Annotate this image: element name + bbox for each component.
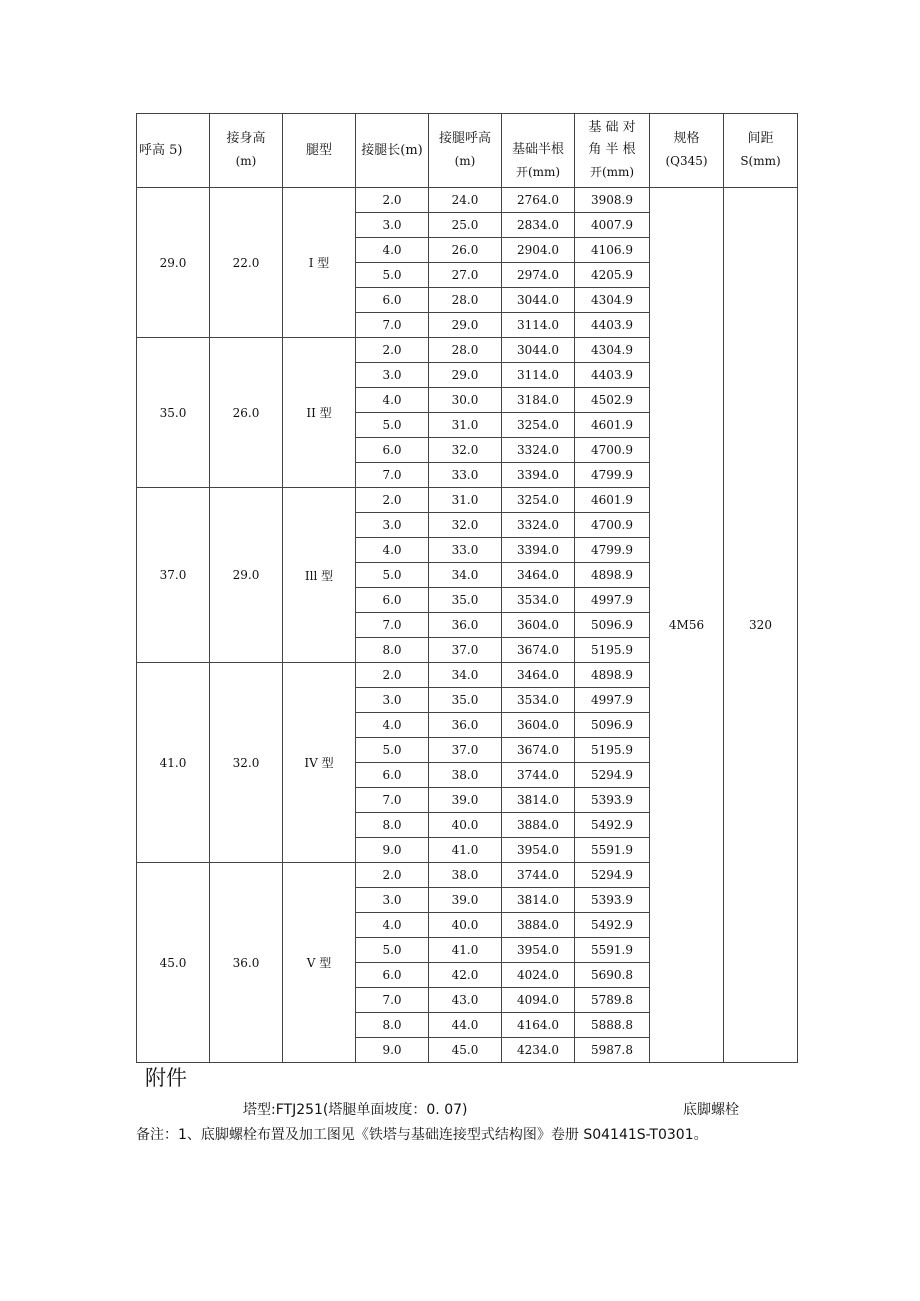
leg-height-cell: 39.0 [429, 888, 502, 913]
leg-height-cell: 28.0 [429, 338, 502, 363]
tuixing-cell: IV 型 [283, 663, 356, 863]
leg-height-cell: 33.0 [429, 463, 502, 488]
bolt-label: 底脚螺栓 [683, 1102, 739, 1118]
half-root-cell: 3464.0 [502, 563, 575, 588]
leg-length-cell: 4.0 [356, 713, 429, 738]
half-root-cell: 4094.0 [502, 988, 575, 1013]
leg-height-cell: 41.0 [429, 938, 502, 963]
half-root-cell: 3044.0 [502, 288, 575, 313]
leg-height-cell: 35.0 [429, 688, 502, 713]
table-row [137, 188, 798, 213]
header-jietuihugao: 接腿呼高 (m) [429, 114, 502, 188]
header-banshugen: 基础半根 开(mm) [502, 114, 575, 188]
diag-half-root-cell: 4304.9 [575, 288, 650, 313]
half-root-cell: 3814.0 [502, 788, 575, 813]
leg-height-cell: 41.0 [429, 838, 502, 863]
half-root-cell: 2834.0 [502, 213, 575, 238]
half-root-cell: 3954.0 [502, 938, 575, 963]
diag-half-root-cell: 5987.8 [575, 1038, 650, 1063]
diag-half-root-cell: 5492.9 [575, 913, 650, 938]
diag-half-root-cell: 3908.9 [575, 188, 650, 213]
leg-length-cell: 3.0 [356, 888, 429, 913]
half-root-cell: 2764.0 [502, 188, 575, 213]
leg-height-cell: 31.0 [429, 413, 502, 438]
diag-half-root-cell: 5195.9 [575, 738, 650, 763]
header-row [137, 114, 798, 188]
half-root-cell: 3674.0 [502, 638, 575, 663]
half-root-cell: 4024.0 [502, 963, 575, 988]
leg-height-cell: 37.0 [429, 638, 502, 663]
spec-cell: 4M56 [650, 188, 724, 1063]
leg-height-cell: 39.0 [429, 788, 502, 813]
half-root-cell: 3114.0 [502, 363, 575, 388]
leg-length-cell: 7.0 [356, 313, 429, 338]
leg-length-cell: 7.0 [356, 463, 429, 488]
diag-half-root-cell: 4898.9 [575, 663, 650, 688]
leg-height-cell: 25.0 [429, 213, 502, 238]
half-root-cell: 3114.0 [502, 313, 575, 338]
leg-length-cell: 3.0 [356, 213, 429, 238]
header-hugao: 呼高 5) [137, 114, 210, 188]
diag-half-root-cell: 5096.9 [575, 613, 650, 638]
leg-length-cell: 2.0 [356, 488, 429, 513]
leg-length-cell: 2.0 [356, 863, 429, 888]
diag-half-root-cell: 5888.8 [575, 1013, 650, 1038]
leg-length-cell: 8.0 [356, 638, 429, 663]
leg-length-cell: 8.0 [356, 813, 429, 838]
leg-height-cell: 34.0 [429, 563, 502, 588]
half-root-cell: 3184.0 [502, 388, 575, 413]
tuixing-cell: I 型 [283, 188, 356, 338]
tower-type-label: 塔型:FTJ251(塔腿单面坡度：0. 07) [243, 1102, 468, 1118]
diag-half-root-cell: 4601.9 [575, 488, 650, 513]
jieshen-cell: 26.0 [210, 338, 283, 488]
half-root-cell: 3884.0 [502, 813, 575, 838]
hugao-cell: 41.0 [137, 663, 210, 863]
leg-length-cell: 9.0 [356, 838, 429, 863]
leg-height-cell: 44.0 [429, 1013, 502, 1038]
leg-length-cell: 2.0 [356, 338, 429, 363]
diag-half-root-cell: 5789.8 [575, 988, 650, 1013]
leg-length-cell: 5.0 [356, 738, 429, 763]
diag-half-root-cell: 5591.9 [575, 938, 650, 963]
leg-length-cell: 2.0 [356, 188, 429, 213]
leg-height-cell: 29.0 [429, 313, 502, 338]
leg-length-cell: 6.0 [356, 588, 429, 613]
hugao-cell: 45.0 [137, 863, 210, 1063]
leg-height-cell: 32.0 [429, 513, 502, 538]
leg-height-cell: 37.0 [429, 738, 502, 763]
attachment-label: 附件 [145, 1066, 187, 1090]
diag-half-root-cell: 4700.9 [575, 513, 650, 538]
diag-half-root-cell: 5294.9 [575, 863, 650, 888]
header-spec: 规格 (Q345) [650, 114, 724, 188]
half-root-cell: 3534.0 [502, 588, 575, 613]
leg-length-cell: 3.0 [356, 513, 429, 538]
diag-half-root-cell: 4799.9 [575, 538, 650, 563]
header-duijiao: 基 础 对 角 半 根 开(mm) [575, 114, 650, 188]
leg-length-cell: 5.0 [356, 563, 429, 588]
leg-height-cell: 45.0 [429, 1038, 502, 1063]
leg-height-cell: 34.0 [429, 663, 502, 688]
leg-length-cell: 4.0 [356, 538, 429, 563]
diag-half-root-cell: 4601.9 [575, 413, 650, 438]
diag-half-root-cell: 4007.9 [575, 213, 650, 238]
leg-length-cell: 5.0 [356, 938, 429, 963]
note-text: 备注：1、底脚螺栓布置及加工图见《铁塔与基础连接型式结构图》卷册 S04141S-T0301。 [136, 1127, 708, 1143]
leg-height-cell: 40.0 [429, 813, 502, 838]
leg-length-cell: 6.0 [356, 438, 429, 463]
half-root-cell: 3884.0 [502, 913, 575, 938]
tuixing-cell: II 型 [283, 338, 356, 488]
half-root-cell: 3814.0 [502, 888, 575, 913]
jieshen-cell: 29.0 [210, 488, 283, 663]
diag-half-root-cell: 4304.9 [575, 338, 650, 363]
header-tuixing: 腿型 [283, 114, 356, 188]
half-root-cell: 3044.0 [502, 338, 575, 363]
half-root-cell: 3604.0 [502, 713, 575, 738]
leg-height-cell: 38.0 [429, 763, 502, 788]
header-jietuichang: 接腿长(m) [356, 114, 429, 188]
leg-height-cell: 32.0 [429, 438, 502, 463]
leg-height-cell: 28.0 [429, 288, 502, 313]
jieshen-cell: 22.0 [210, 188, 283, 338]
diag-half-root-cell: 4997.9 [575, 688, 650, 713]
hugao-cell: 29.0 [137, 188, 210, 338]
half-root-cell: 3394.0 [502, 463, 575, 488]
leg-length-cell: 5.0 [356, 413, 429, 438]
diag-half-root-cell: 4700.9 [575, 438, 650, 463]
leg-length-cell: 5.0 [356, 263, 429, 288]
half-root-cell: 4164.0 [502, 1013, 575, 1038]
diag-half-root-cell: 4502.9 [575, 388, 650, 413]
leg-length-cell: 2.0 [356, 663, 429, 688]
diag-half-root-cell: 5096.9 [575, 713, 650, 738]
leg-height-cell: 42.0 [429, 963, 502, 988]
diag-half-root-cell: 4403.9 [575, 313, 650, 338]
leg-height-cell: 24.0 [429, 188, 502, 213]
half-root-cell: 2904.0 [502, 238, 575, 263]
half-root-cell: 4234.0 [502, 1038, 575, 1063]
diag-half-root-cell: 5591.9 [575, 838, 650, 863]
leg-height-cell: 26.0 [429, 238, 502, 263]
foundation-bolt-table [136, 113, 798, 1063]
diag-half-root-cell: 4403.9 [575, 363, 650, 388]
leg-length-cell: 4.0 [356, 388, 429, 413]
leg-height-cell: 27.0 [429, 263, 502, 288]
diag-half-root-cell: 4997.9 [575, 588, 650, 613]
diag-half-root-cell: 4799.9 [575, 463, 650, 488]
diag-half-root-cell: 5492.9 [575, 813, 650, 838]
hugao-cell: 35.0 [137, 338, 210, 488]
leg-length-cell: 6.0 [356, 288, 429, 313]
leg-length-cell: 6.0 [356, 763, 429, 788]
half-root-cell: 3604.0 [502, 613, 575, 638]
header-spacing: 间距 S(mm) [724, 114, 798, 188]
diag-half-root-cell: 4106.9 [575, 238, 650, 263]
tuixing-cell: V 型 [283, 863, 356, 1063]
header-jieshen: 接身高 (m) [210, 114, 283, 188]
leg-length-cell: 7.0 [356, 788, 429, 813]
leg-length-cell: 6.0 [356, 963, 429, 988]
half-root-cell: 3534.0 [502, 688, 575, 713]
half-root-cell: 3324.0 [502, 513, 575, 538]
jieshen-cell: 32.0 [210, 663, 283, 863]
half-root-cell: 3744.0 [502, 763, 575, 788]
half-root-cell: 3674.0 [502, 738, 575, 763]
leg-height-cell: 31.0 [429, 488, 502, 513]
leg-length-cell: 7.0 [356, 613, 429, 638]
jieshen-cell: 36.0 [210, 863, 283, 1063]
half-root-cell: 2974.0 [502, 263, 575, 288]
leg-length-cell: 8.0 [356, 1013, 429, 1038]
half-root-cell: 3954.0 [502, 838, 575, 863]
leg-height-cell: 38.0 [429, 863, 502, 888]
diag-half-root-cell: 5393.9 [575, 788, 650, 813]
half-root-cell: 3254.0 [502, 413, 575, 438]
leg-length-cell: 4.0 [356, 913, 429, 938]
leg-height-cell: 36.0 [429, 613, 502, 638]
leg-height-cell: 36.0 [429, 713, 502, 738]
leg-length-cell: 4.0 [356, 238, 429, 263]
tuixing-cell: Ill 型 [283, 488, 356, 663]
half-root-cell: 3744.0 [502, 863, 575, 888]
leg-height-cell: 30.0 [429, 388, 502, 413]
diag-half-root-cell: 5393.9 [575, 888, 650, 913]
leg-height-cell: 40.0 [429, 913, 502, 938]
diag-half-root-cell: 5690.8 [575, 963, 650, 988]
half-root-cell: 3394.0 [502, 538, 575, 563]
leg-height-cell: 35.0 [429, 588, 502, 613]
hugao-cell: 37.0 [137, 488, 210, 663]
half-root-cell: 3324.0 [502, 438, 575, 463]
half-root-cell: 3254.0 [502, 488, 575, 513]
leg-height-cell: 43.0 [429, 988, 502, 1013]
leg-height-cell: 29.0 [429, 363, 502, 388]
diag-half-root-cell: 4898.9 [575, 563, 650, 588]
half-root-cell: 3464.0 [502, 663, 575, 688]
leg-length-cell: 3.0 [356, 363, 429, 388]
diag-half-root-cell: 5195.9 [575, 638, 650, 663]
diag-half-root-cell: 4205.9 [575, 263, 650, 288]
spacing-cell: 320 [724, 188, 798, 1063]
leg-length-cell: 3.0 [356, 688, 429, 713]
diag-half-root-cell: 5294.9 [575, 763, 650, 788]
leg-height-cell: 33.0 [429, 538, 502, 563]
table-body [137, 188, 798, 1063]
leg-length-cell: 7.0 [356, 988, 429, 1013]
leg-length-cell: 9.0 [356, 1038, 429, 1063]
